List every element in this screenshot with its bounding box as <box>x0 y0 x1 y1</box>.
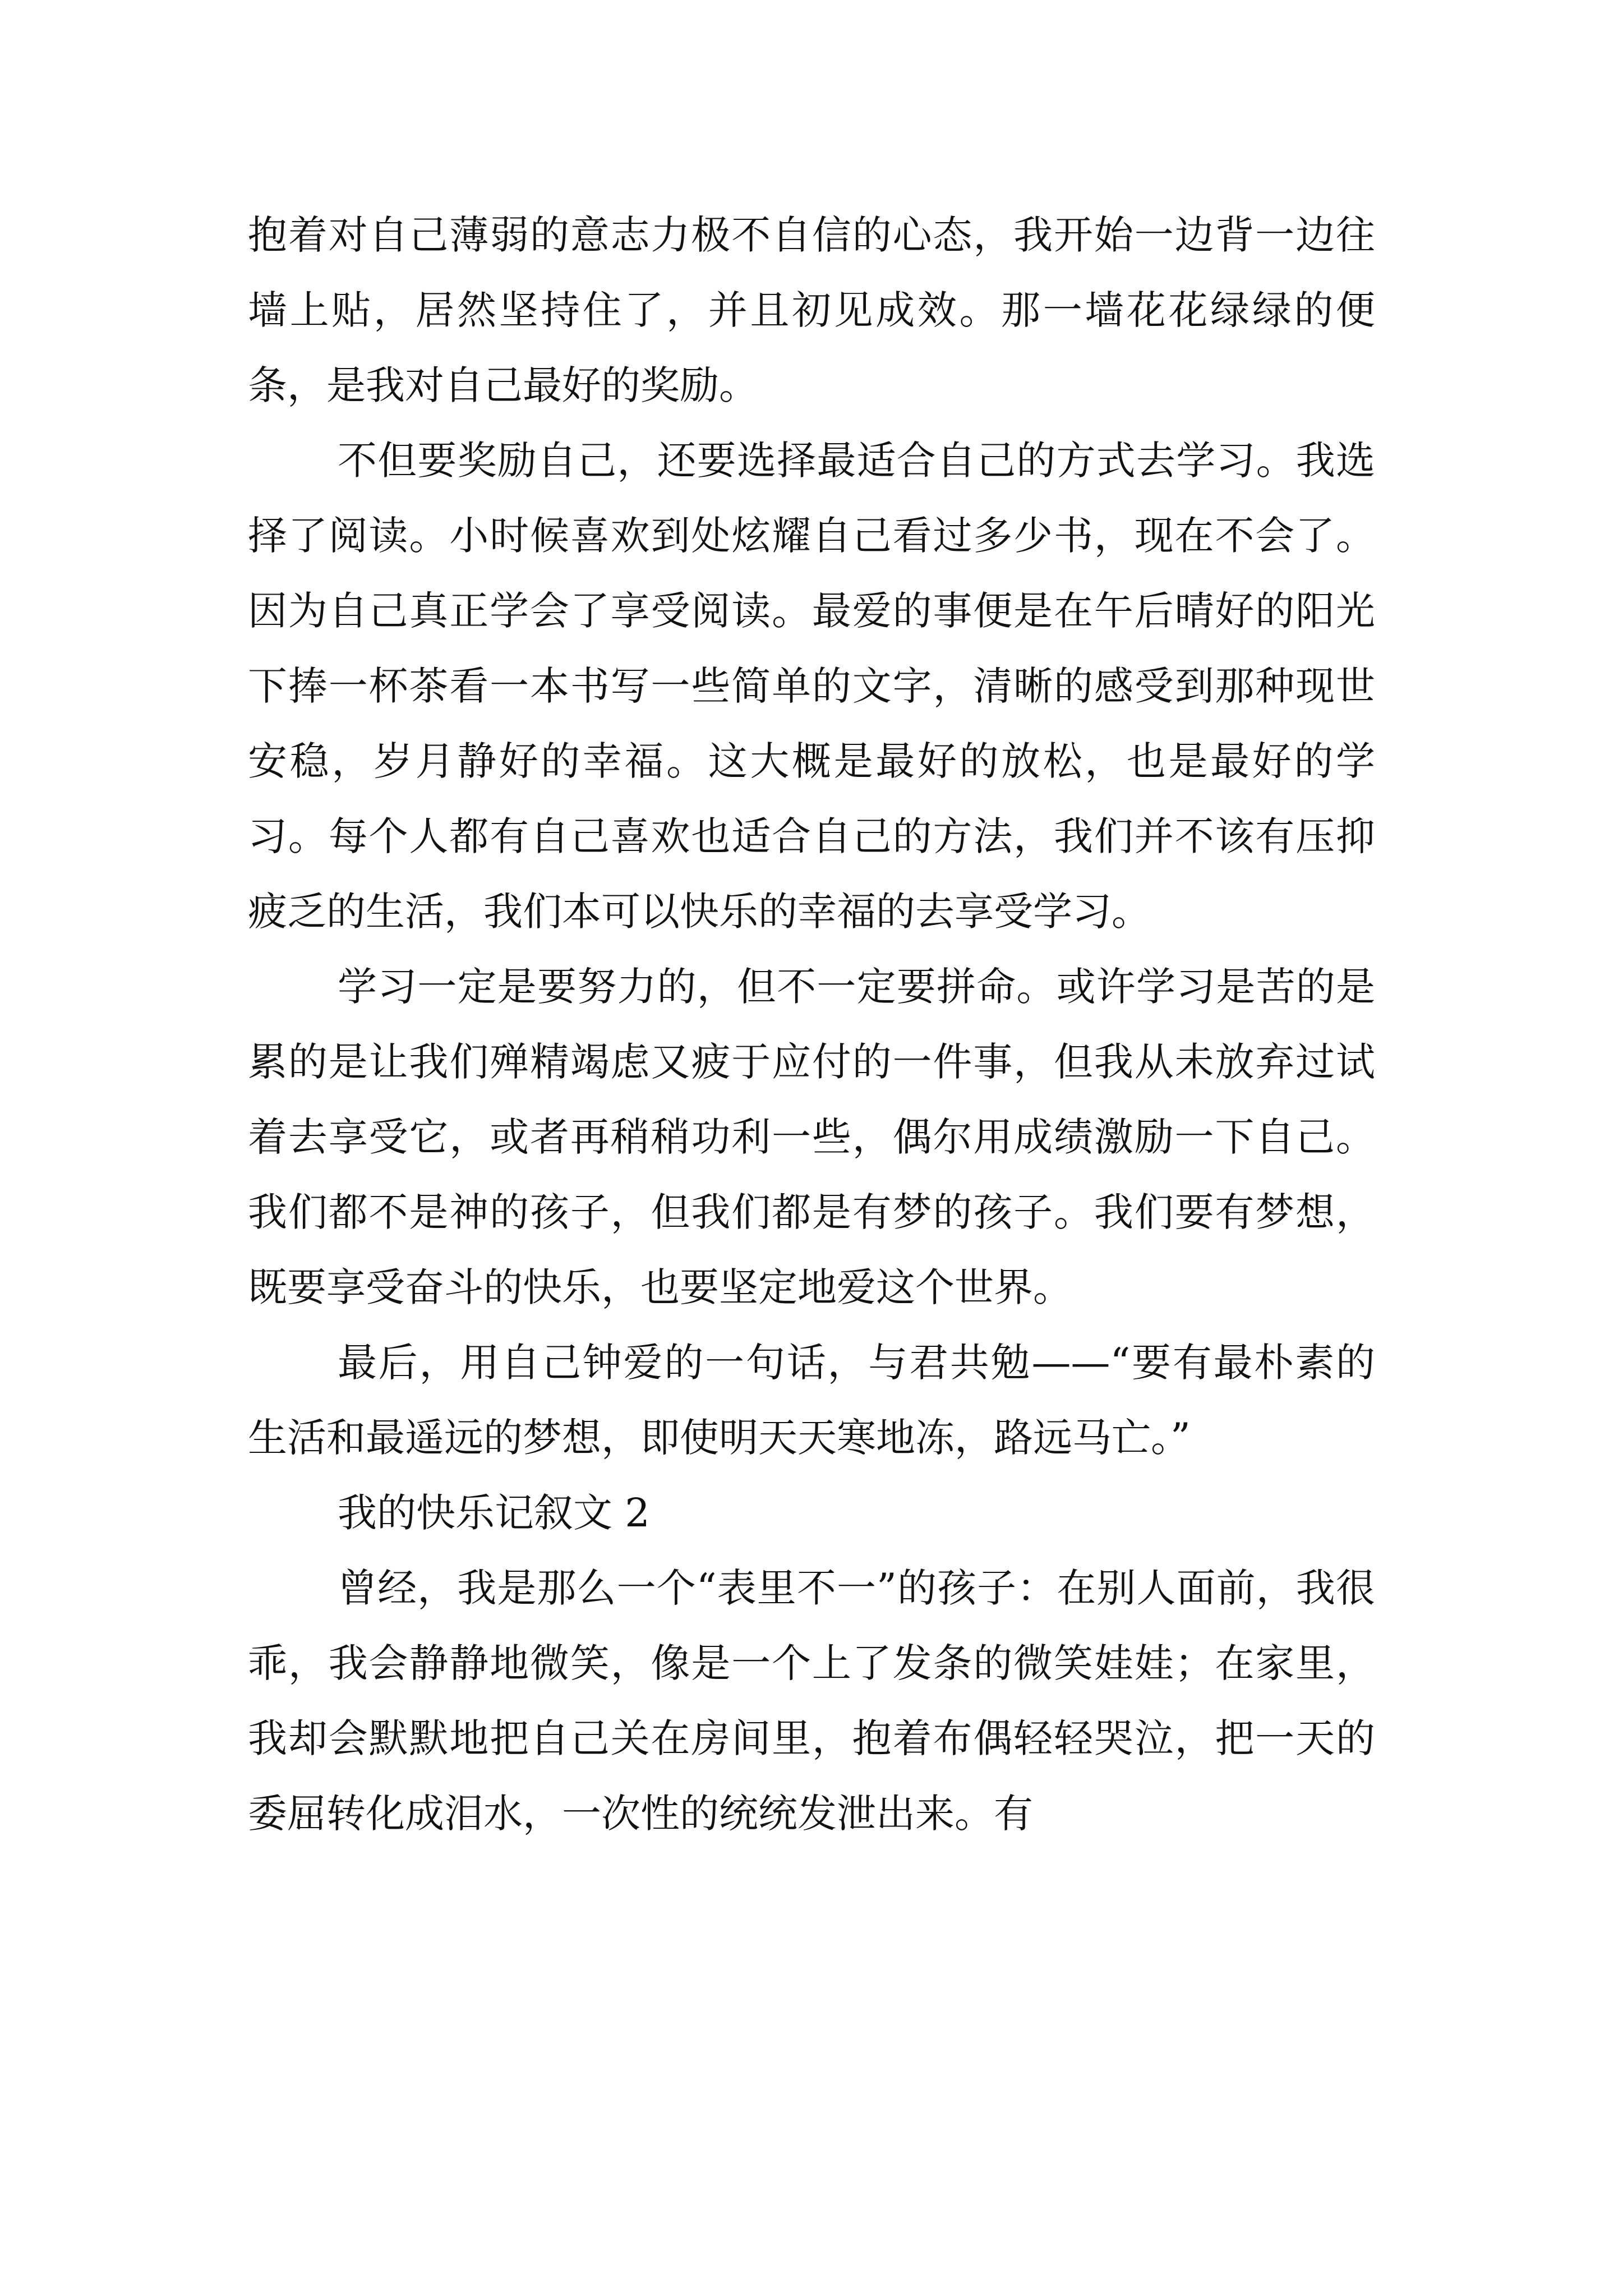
section-heading: 我的快乐记叙文 2 <box>338 1490 650 1536</box>
document-body <box>248 197 1375 1851</box>
paragraph-reading: 不但要奖励自己，还要选择最适合自己的方式去学习。我选择了阅读。小时候喜欢到处炫耀自己看过多少书，现在不会了。因为自己真正学会了享受阅读。最爱的事便是在午后晴好的阳光下捧一杯茶看一本书写一些简单的文字，清晰的感受到那种现世安稳，岁月静好的幸福。这大概是最好的放松，也是最好的学习。每个人都有自己喜欢也适合自己的方法，我们并不该有压抑疲乏的生活，我们本可以快乐的幸福的去享受学习。 <box>248 438 1375 935</box>
paragraph-essay-2-start: 曾经，我是那么一个“表里不一”的孩子：在别人面前，我很乖，我会静静地微笑，像是一个上了发条的微笑娃娃；在家里，我却会默默地把自己关在房间里，抱着布偶轻轻哭泣，把一天的委屈转化成泪水，一次性的统统发泄出来。有 <box>248 1565 1375 1837</box>
paragraph-continued: 抱着对自己薄弱的意志力极不自信的心态，我开始一边背一边往墙上贴，居然坚持住了，并且初见成效。那一墙花花绿绿的便条，是我对自己最好的奖励。 <box>248 212 1375 408</box>
paragraph-quote: 最后，用自己钟爱的一句话，与君共勉——“要有最朴素的生活和最遥远的梦想，即使明天天寒地冻，路远马亡。” <box>248 1340 1375 1461</box>
paragraph-effort: 学习一定是要努力的，但不一定要拼命。或许学习是苦的是累的是让我们殚精竭虑又疲于应付的一件事，但我从未放弃过试着去享受它，或者再稍稍功利一些，偶尔用成绩激励一下自己。我们都不是神的孩子，但我们都是有梦的孩子。我们要有梦想，既要享受奋斗的快乐，也要坚定地爱这个世界。 <box>248 964 1375 1310</box>
